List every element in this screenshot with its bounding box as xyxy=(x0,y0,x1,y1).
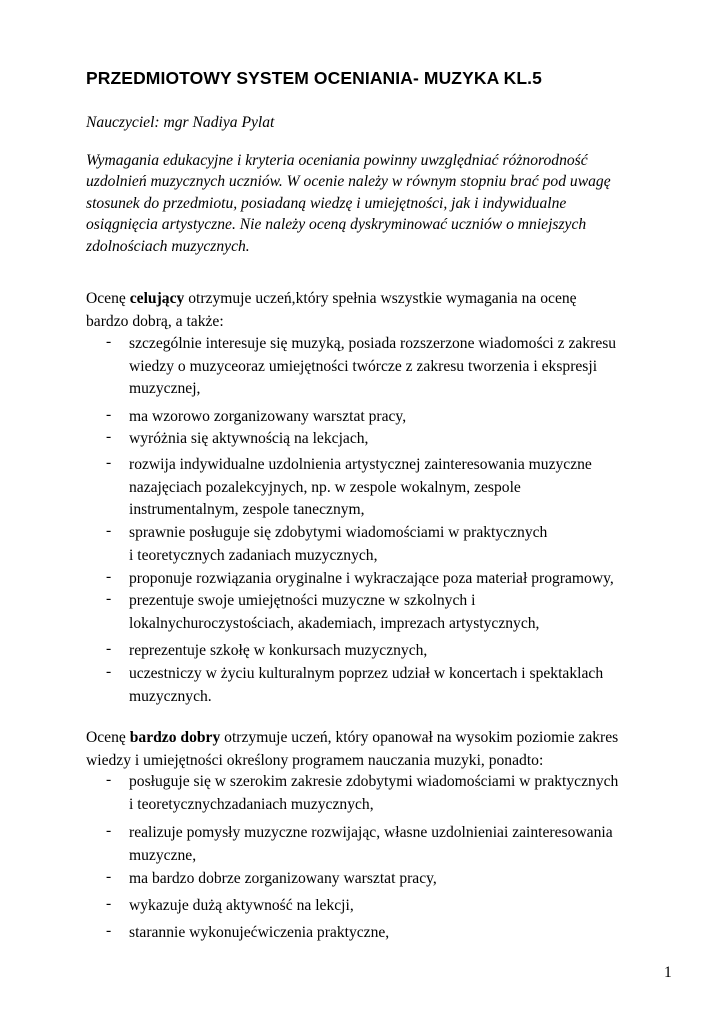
section-celujacy-intro xyxy=(86,287,686,333)
item-line: lokalnychuroczystościach, akademiach, imprezach artystycznych, xyxy=(129,614,540,632)
item-line: muzycznej, xyxy=(129,380,201,397)
item-line: ma wzorowo zorganizowany warsztat pracy, xyxy=(129,408,407,425)
item-line: i teoretycznychzadaniach muzycznych, xyxy=(129,795,374,813)
item-line: rozwija indywidualne uzdolnienia artystycznej zainteresowania muzyczne xyxy=(129,456,592,473)
item-line: muzyczne, xyxy=(129,846,197,864)
intro-line: osiągnięcia artystyczne. Nie należy oceną dyskryminować uczniów o mniejszych xyxy=(86,216,587,234)
text-prefix: Ocenę xyxy=(86,729,130,746)
item-line: instrumentalnym, zespole tanecznym, xyxy=(129,501,365,518)
intro-paragraph xyxy=(86,150,646,257)
dash-bullet: - xyxy=(106,895,112,912)
text-suffix: otrzymuje uczeń, który opanował na wysokim poziomie zakres xyxy=(220,729,619,746)
item-line: muzycznych. xyxy=(129,687,212,705)
section-bardzo-dobry-intro xyxy=(86,726,686,772)
intro-line: uzdolnień muzycznych uczniów. W ocenie należy w równym stopniu brać pod uwagę xyxy=(86,173,611,191)
dash-bullet: - xyxy=(106,522,112,539)
dash-bullet: - xyxy=(106,771,112,788)
grade-name: bardzo dobry xyxy=(129,729,221,746)
dash-bullet: - xyxy=(106,663,112,680)
dash-bullet: - xyxy=(106,333,112,350)
item-line: realizuje pomysły muzyczne rozwijając, własne uzdolnieniai zainteresowania xyxy=(129,824,613,841)
section-intro-line: wiedzy i umiejętności określony programem nauczania muzyki, ponadto: xyxy=(86,752,544,769)
item-line: proponuje rozwiązania oryginalne i wykraczające poza materiał programowy, xyxy=(129,570,614,587)
section-intro-line: bardzo dobrą, a także: xyxy=(86,313,224,330)
item-line: reprezentuje szkołę w konkursach muzycznych, xyxy=(129,642,428,659)
teacher-line: Nauczyciel: mgr Nadiya Pylat xyxy=(86,114,275,131)
dash-bullet: - xyxy=(106,406,112,423)
item-line: starannie wykonujećwiczenia praktyczne, xyxy=(129,924,390,941)
item-line: sprawnie posługuje się zdobytymi wiadomościami w praktycznych xyxy=(129,524,548,541)
item-line: uczestniczy w życiu kulturalnym poprzez udział w koncertach i spektaklach xyxy=(129,665,604,682)
dash-bullet: - xyxy=(106,428,112,445)
item-line: wiedzy o muzyceoraz umiejętności twórcze z zakresu tworzenia i ekspresji xyxy=(129,357,598,375)
dash-bullet: - xyxy=(106,590,112,607)
section-intro-line xyxy=(86,726,686,749)
grade-name: celujący xyxy=(129,290,185,307)
item-line: wykazuje dużą aktywność na lekcji, xyxy=(129,897,354,914)
item-line: prezentuje swoje umiejętności muzyczne w szkolnych i xyxy=(129,592,476,609)
dash-bullet: - xyxy=(106,568,112,585)
section-intro-line xyxy=(86,287,686,310)
intro-line: stosunek do przedmiotu, posiadaną wiedzę i umiejętności, jak i indywidualne xyxy=(86,194,567,212)
dash-bullet: - xyxy=(106,868,112,885)
item-line: ma bardzo dobrze zorganizowany warsztat pracy, xyxy=(129,870,437,887)
dash-bullet: - xyxy=(106,454,112,471)
item-line: szczególnie interesuje się muzyką, posiada rozszerzone wiadomości z zakresu xyxy=(129,335,617,352)
text-prefix: Ocenę xyxy=(86,290,130,307)
intro-line: zdolnościach muzycznych. xyxy=(86,237,250,255)
item-line: wyróżnia się aktywnością na lekcjach, xyxy=(129,430,369,447)
item-line: nazajęciach pozalekcyjnych, np. w zespole wokalnym, zespole xyxy=(129,478,521,496)
dash-bullet: - xyxy=(106,922,112,939)
intro-line: Wymagania edukacyjne i kryteria oceniania powinny uwzględniać różnorodność xyxy=(86,152,588,169)
item-line: i teoretycznych zadaniach muzycznych, xyxy=(129,546,378,564)
dash-bullet: - xyxy=(106,640,112,657)
document-title: PRZEDMIOTOWY SYSTEM OCENIANIA- MUZYKA KL.5 xyxy=(86,68,542,88)
dash-bullet: - xyxy=(106,822,112,839)
text-suffix: otrzymuje uczeń,który spełnia wszystkie wymagania na ocenę xyxy=(184,290,577,307)
item-line: posługuje się w szerokim zakresie zdobytymi wiadomościami w praktycznych xyxy=(129,773,619,790)
page-number: 1 xyxy=(664,964,672,981)
